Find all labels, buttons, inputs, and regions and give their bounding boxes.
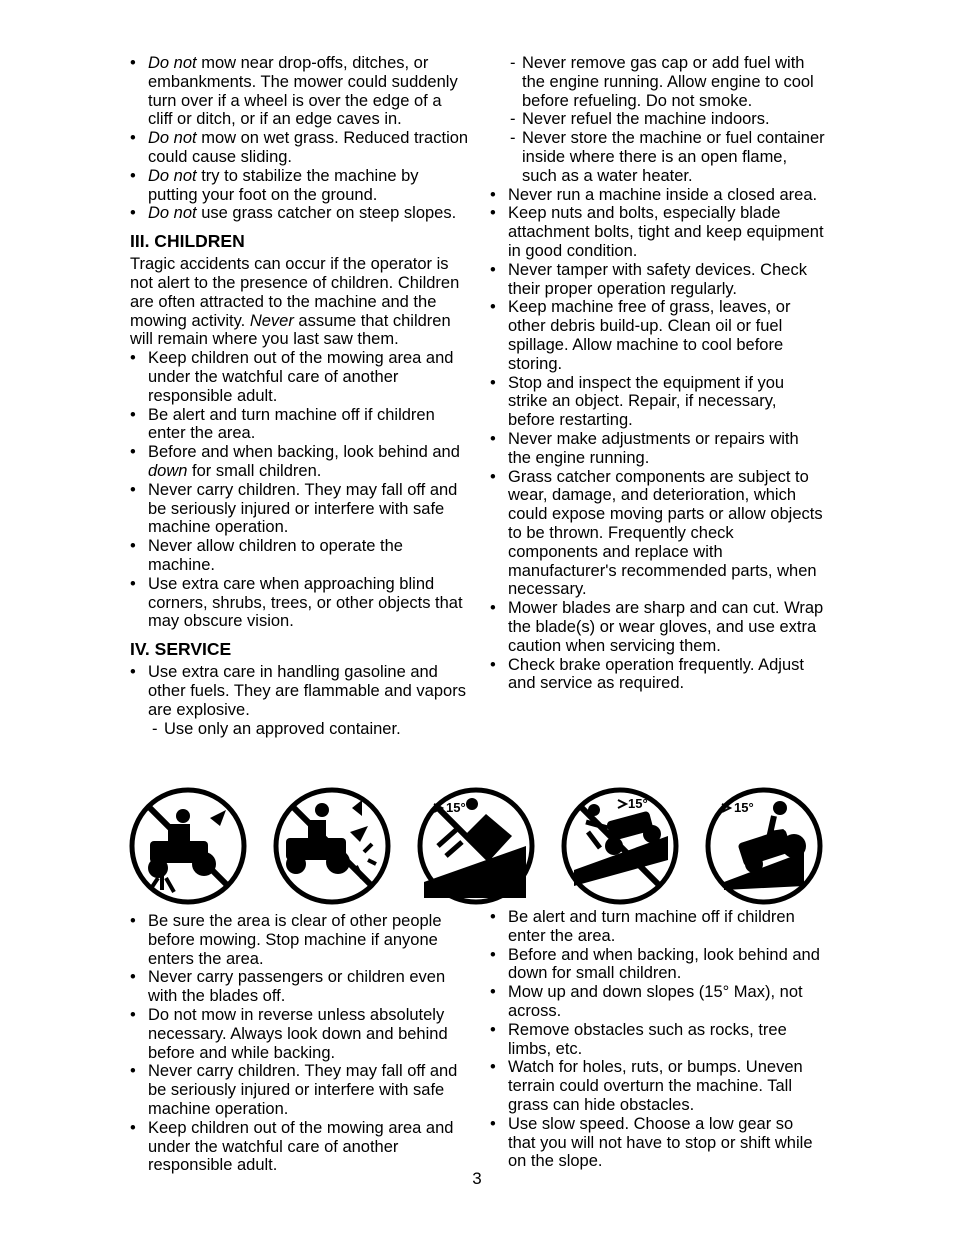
no-passengers-icon xyxy=(272,786,392,906)
slope-15-max-icon xyxy=(704,786,824,906)
slope-15-rollover-icon xyxy=(416,786,536,906)
svg-text:15°: 15° xyxy=(734,800,754,815)
list-item: • Watch for holes, ruts, or bumps. Uneven terrain could overturn the machine. Tall grass can hide obstacles. xyxy=(490,1058,825,1114)
service-sub-item: - Never store the machine or fuel container inside where there is an open flame, such as a water heater. xyxy=(510,129,825,185)
right-column-bottom xyxy=(490,908,825,1171)
list-item: • Mower blades are sharp and can cut. Wrap the blade(s) or wear gloves, and use extra caution when servicing them. xyxy=(490,599,825,655)
children-list xyxy=(130,349,470,631)
list-item: • Grass catcher components are subject to wear, damage, and deterioration, which could expose moving parts or allow objects to be thrown. Frequently check components and replace with manufacturer's recommended parts, when necessary. xyxy=(490,468,825,600)
list-item: • Never tamper with safety devices. Check their proper operation regularly. xyxy=(490,261,825,299)
right-column-top xyxy=(490,54,825,693)
svg-text:15°: 15° xyxy=(628,796,648,811)
slope-warnings-list xyxy=(130,54,470,223)
children-intro: Tragic accidents can occur if the operator is not alert to the presence of children. Children are often attracted to the machine and the mowing activity. Never assume that children will remain where you last saw them. xyxy=(130,255,460,349)
list-item: • Never carry passengers or children even with the blades off. xyxy=(130,968,470,1006)
list-item: • Never run a machine inside a closed area. xyxy=(490,186,825,205)
list-item: • Do not mow on wet grass. Reduced traction could cause sliding. xyxy=(130,129,470,167)
service-sub-item: - Never remove gas cap or add fuel with the engine running. Allow engine to cool before refueling. Do not smoke. xyxy=(510,54,825,110)
service-sub-item: - Never refuel the machine indoors. xyxy=(510,110,825,129)
list-item: • Mow up and down slopes (15° Max), not across. xyxy=(490,983,825,1021)
no-bystanders-icon xyxy=(128,786,248,906)
list-item: • Remove obstacles such as rocks, tree limbs, etc. xyxy=(490,1021,825,1059)
list-item: • Before and when backing, look behind and down for small children. xyxy=(130,443,470,481)
list-item: • Use extra care when approaching blind corners, shrubs, trees, or other objects that may obscure vision. xyxy=(130,575,470,631)
list-item: • Do not try to stabilize the machine by putting your foot on the ground. xyxy=(130,167,470,205)
slope-safety-list xyxy=(490,908,825,1171)
service-sub-item: - Use only an approved container. xyxy=(152,720,470,739)
list-item: • Keep machine free of grass, leaves, or other debris build-up. Clean oil or fuel spillage. Allow machine to cool before storing. xyxy=(490,298,825,373)
service-list xyxy=(130,663,470,719)
list-item: • Never allow children to operate the machine. xyxy=(130,537,470,575)
list-item: • Do not mow near drop-offs, ditches, or embankments. The mower could suddenly turn over if a wheel is over the edge of a cliff or ditch, or if an edge caves in. xyxy=(130,54,470,129)
left-column-bottom xyxy=(130,912,470,1175)
list-item: • Be alert and turn machine off if children enter the area. xyxy=(130,406,470,444)
svg-text:15°: 15° xyxy=(446,800,466,815)
list-item: • Keep children out of the mowing area and under the watchful care of another responsible adult. xyxy=(130,1119,470,1175)
list-item: • Keep nuts and bolts, especially blade attachment bolts, tight and keep equipment in good condition. xyxy=(490,204,825,260)
list-item: • Never carry children. They may fall off and be seriously injured or interfere with safe machine operation. xyxy=(130,1062,470,1118)
mowing-safety-list xyxy=(130,912,470,1175)
list-item: • Before and when backing, look behind and down for small children. xyxy=(490,946,825,984)
list-item: • Check brake operation frequently. Adjust and service as required. xyxy=(490,656,825,694)
safety-icons-row xyxy=(128,786,828,908)
page-number: 3 xyxy=(472,1169,482,1188)
left-column-top xyxy=(130,54,470,738)
list-item: • Never carry children. They may fall off and be seriously injured or interfere with safe machine operation. xyxy=(130,481,470,537)
service-list-continued xyxy=(490,186,825,694)
service-heading: IV. SERVICE xyxy=(130,639,232,660)
list-item: • Do not mow in reverse unless absolutely necessary. Always look down and behind before and while backing. xyxy=(130,1006,470,1062)
list-item: • Be alert and turn machine off if children enter the area. xyxy=(490,908,825,946)
slope-15-sliding-icon xyxy=(560,786,680,906)
list-item: • Never make adjustments or repairs with the engine running. xyxy=(490,430,825,468)
list-item: • Be sure the area is clear of other people before mowing. Stop machine if anyone enters the area. xyxy=(130,912,470,968)
list-item: • Stop and inspect the equipment if you strike an object. Repair, if necessary, before restarting. xyxy=(490,374,825,430)
list-item: • Use extra care in handling gasoline and other fuels. They are flammable and vapors are explosive. xyxy=(130,663,470,719)
children-heading: III. CHILDREN xyxy=(130,231,245,252)
list-item: • Use slow speed. Choose a low gear so that you will not have to stop or shift while on the slope. xyxy=(490,1115,825,1171)
list-item: • Do not use grass catcher on steep slopes. xyxy=(130,204,470,223)
list-item: • Keep children out of the mowing area and under the watchful care of another responsible adult. xyxy=(130,349,470,405)
